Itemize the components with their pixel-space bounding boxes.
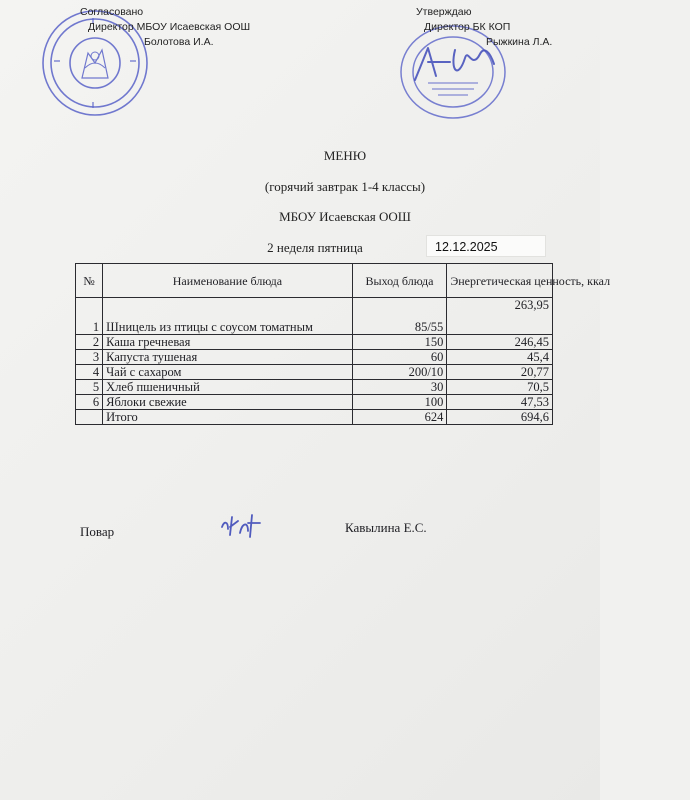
dish-energy: 246,45 (447, 335, 553, 350)
dish-name: Яблоки свежие (103, 395, 353, 410)
approve-label: Утверждаю (416, 6, 472, 18)
dish-yield: 30 (352, 380, 447, 395)
dish-yield: 100 (352, 395, 447, 410)
row-num: 1 (76, 298, 103, 335)
table-row (76, 395, 553, 410)
table-row (76, 298, 553, 335)
table-row (76, 365, 553, 380)
document-title: МЕНЮ (323, 148, 367, 163)
cook-role-label: Повар (80, 524, 115, 539)
school-name: МБОУ Исаевская ООШ (279, 209, 411, 224)
dish-energy: 263,95 (447, 298, 553, 335)
dish-yield: 150 (352, 335, 447, 350)
table-header-row (76, 264, 553, 298)
cook-name: Кавылина Е.С. (345, 520, 427, 535)
approver-name: Рыжкина Л.А. (486, 36, 553, 48)
dish-yield: 85/55 (352, 298, 447, 335)
cook-signature (218, 507, 266, 541)
dish-name: Шницель из птицы с соусом томатным (103, 298, 353, 335)
week-day-label: 2 неделя пятница (267, 240, 363, 255)
table-row (76, 380, 553, 395)
total-label: Итого (103, 410, 353, 425)
dish-energy: 45,4 (447, 350, 553, 365)
header-num: № (76, 264, 103, 298)
dish-name: Каша гречневая (103, 335, 353, 350)
row-num: 6 (76, 395, 103, 410)
header-yield: Выход блюда (352, 264, 447, 298)
row-num: 5 (76, 380, 103, 395)
approval-label: Согласовано (80, 6, 144, 18)
dish-energy: 47,53 (447, 395, 553, 410)
row-num: 4 (76, 365, 103, 380)
table-row (76, 350, 553, 365)
date-label: 12.12.2025 (426, 235, 546, 257)
dish-name: Хлеб пшеничный (103, 380, 353, 395)
approval-block-left (80, 5, 250, 50)
total-num-empty (76, 410, 103, 425)
dish-name: Чай с сахаром (103, 365, 353, 380)
header-energy: Энергетическая ценность, ккал (447, 264, 553, 298)
menu-table (75, 263, 611, 425)
approver-position: Директор БК КОП (424, 21, 511, 33)
dish-yield: 200/10 (352, 365, 447, 380)
document-subtitle: (горячий завтрак 1-4 классы) (264, 179, 426, 194)
approver-name: Болотова И.А. (144, 36, 214, 48)
approval-block-right (398, 5, 552, 50)
total-energy: 694,6 (447, 410, 553, 425)
dish-name: Капуста тушеная (103, 350, 353, 365)
approver-position: Директор МБОУ Исаевская ООШ (88, 21, 251, 33)
dish-energy: 70,5 (447, 380, 553, 395)
total-row (76, 410, 553, 425)
row-num: 2 (76, 335, 103, 350)
total-yield: 624 (352, 410, 447, 425)
row-num: 3 (76, 350, 103, 365)
header-name: Наименование блюда (103, 264, 353, 298)
dish-yield: 60 (352, 350, 447, 365)
dish-energy: 20,77 (447, 365, 553, 380)
table-row (76, 335, 553, 350)
